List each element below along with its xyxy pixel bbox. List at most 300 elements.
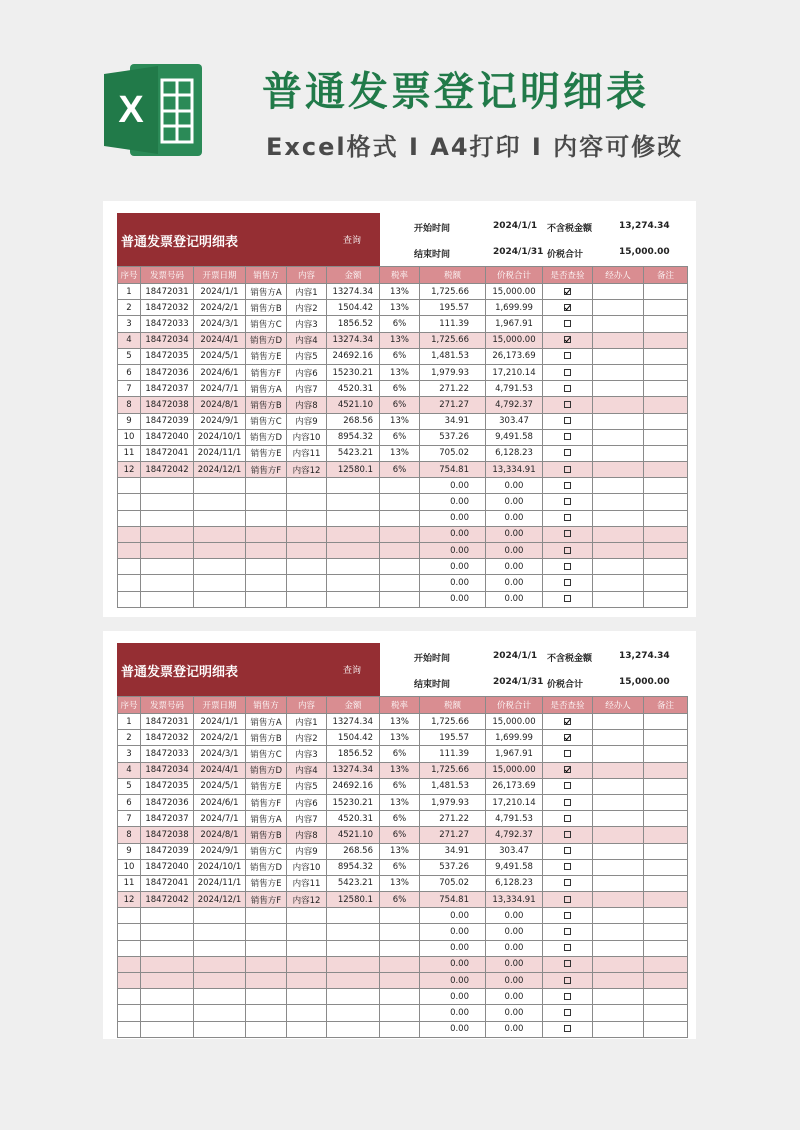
row-index-cell[interactable]: 8 xyxy=(118,397,141,413)
tax-rate-cell[interactable] xyxy=(380,575,420,591)
verified-checkbox[interactable] xyxy=(564,879,571,886)
amount-cell[interactable] xyxy=(327,494,380,510)
tax-amount-cell[interactable]: 1,725.66 xyxy=(420,714,486,730)
issue-date-cell[interactable]: 2024/11/1 xyxy=(194,875,246,891)
content-cell[interactable]: 内容8 xyxy=(287,397,327,413)
tax-rate-cell[interactable] xyxy=(380,559,420,575)
verified-checkbox[interactable] xyxy=(564,1009,571,1016)
content-cell[interactable]: 内容9 xyxy=(287,843,327,859)
issue-date-cell[interactable] xyxy=(194,924,246,940)
content-cell[interactable] xyxy=(287,1021,327,1037)
tax-amount-cell[interactable]: 0.00 xyxy=(420,908,486,924)
tax-rate-cell[interactable] xyxy=(380,989,420,1005)
content-cell[interactable]: 内容2 xyxy=(287,300,327,316)
row-index-cell[interactable]: 4 xyxy=(118,332,141,348)
tax-amount-cell[interactable]: 0.00 xyxy=(420,526,486,542)
issue-date-cell[interactable] xyxy=(194,526,246,542)
handler-cell[interactable] xyxy=(593,510,644,526)
amount-cell[interactable] xyxy=(327,543,380,559)
seller-cell[interactable]: 销售方A xyxy=(246,811,287,827)
issue-date-cell[interactable] xyxy=(194,543,246,559)
row-index-cell[interactable]: 1 xyxy=(118,714,141,730)
invoice-number-cell[interactable] xyxy=(141,543,194,559)
note-cell[interactable] xyxy=(644,413,688,429)
handler-cell[interactable] xyxy=(593,924,644,940)
note-cell[interactable] xyxy=(644,762,688,778)
issue-date-cell[interactable]: 2024/10/1 xyxy=(194,429,246,445)
content-cell[interactable]: 内容4 xyxy=(287,332,327,348)
handler-cell[interactable] xyxy=(593,300,644,316)
handler-cell[interactable] xyxy=(593,989,644,1005)
invoice-number-cell[interactable] xyxy=(141,1005,194,1021)
total-amount-cell[interactable]: 9,491.58 xyxy=(486,429,543,445)
invoice-number-cell[interactable]: 18472033 xyxy=(141,746,194,762)
tax-rate-cell[interactable] xyxy=(380,494,420,510)
tax-rate-cell[interactable]: 13% xyxy=(380,445,420,461)
verified-checkbox[interactable] xyxy=(564,352,571,359)
tax-rate-cell[interactable]: 6% xyxy=(380,348,420,364)
row-index-cell[interactable]: 2 xyxy=(118,300,141,316)
content-cell[interactable]: 内容1 xyxy=(287,284,327,300)
invoice-number-cell[interactable]: 18472037 xyxy=(141,381,194,397)
seller-cell[interactable] xyxy=(246,1005,287,1021)
row-index-cell[interactable]: 10 xyxy=(118,429,141,445)
handler-cell[interactable] xyxy=(593,892,644,908)
content-cell[interactable] xyxy=(287,989,327,1005)
seller-cell[interactable] xyxy=(246,1021,287,1037)
total-amount-cell[interactable]: 0.00 xyxy=(486,543,543,559)
amount-cell[interactable] xyxy=(327,575,380,591)
row-index-cell[interactable]: 3 xyxy=(118,746,141,762)
handler-cell[interactable] xyxy=(593,778,644,794)
row-index-cell[interactable]: 1 xyxy=(118,284,141,300)
row-index-cell[interactable]: 12 xyxy=(118,892,141,908)
note-cell[interactable] xyxy=(644,892,688,908)
amount-cell[interactable] xyxy=(327,940,380,956)
total-amount-cell[interactable]: 26,173.69 xyxy=(486,348,543,364)
row-index-cell[interactable] xyxy=(118,924,141,940)
amount-cell[interactable] xyxy=(327,559,380,575)
issue-date-cell[interactable]: 2024/7/1 xyxy=(194,811,246,827)
row-index-cell[interactable] xyxy=(118,908,141,924)
total-amount-cell[interactable]: 1,967.91 xyxy=(486,746,543,762)
invoice-number-cell[interactable] xyxy=(141,924,194,940)
note-cell[interactable] xyxy=(644,445,688,461)
invoice-number-cell[interactable]: 18472036 xyxy=(141,794,194,810)
issue-date-cell[interactable]: 2024/4/1 xyxy=(194,762,246,778)
handler-cell[interactable] xyxy=(593,940,644,956)
note-cell[interactable] xyxy=(644,381,688,397)
tax-rate-cell[interactable]: 13% xyxy=(380,794,420,810)
row-index-cell[interactable]: 11 xyxy=(118,875,141,891)
total-amount-cell[interactable]: 0.00 xyxy=(486,494,543,510)
issue-date-cell[interactable]: 2024/2/1 xyxy=(194,300,246,316)
invoice-number-cell[interactable] xyxy=(141,591,194,607)
handler-cell[interactable] xyxy=(593,429,644,445)
tax-rate-cell[interactable]: 6% xyxy=(380,892,420,908)
tax-rate-cell[interactable] xyxy=(380,908,420,924)
total-amount-cell[interactable]: 15,000.00 xyxy=(486,284,543,300)
amount-cell[interactable]: 13274.34 xyxy=(327,284,380,300)
total-amount-cell[interactable]: 13,334.91 xyxy=(486,462,543,478)
verified-checkbox[interactable] xyxy=(564,579,571,586)
seller-cell[interactable] xyxy=(246,478,287,494)
tax-amount-cell[interactable]: 271.22 xyxy=(420,381,486,397)
row-index-cell[interactable] xyxy=(118,575,141,591)
verified-checkbox[interactable] xyxy=(564,944,571,951)
issue-date-cell[interactable]: 2024/12/1 xyxy=(194,892,246,908)
tax-amount-cell[interactable]: 537.26 xyxy=(420,859,486,875)
query-button[interactable]: 查询 xyxy=(343,236,362,246)
note-cell[interactable] xyxy=(644,591,688,607)
row-index-cell[interactable]: 9 xyxy=(118,843,141,859)
verified-checkbox[interactable] xyxy=(564,482,571,489)
tax-amount-cell[interactable]: 1,979.93 xyxy=(420,364,486,380)
verified-checkbox[interactable] xyxy=(564,815,571,822)
tax-amount-cell[interactable]: 1,725.66 xyxy=(420,762,486,778)
verified-checkbox[interactable] xyxy=(564,831,571,838)
issue-date-cell[interactable]: 2024/4/1 xyxy=(194,332,246,348)
tax-rate-cell[interactable]: 6% xyxy=(380,462,420,478)
seller-cell[interactable]: 销售方D xyxy=(246,762,287,778)
tax-amount-cell[interactable]: 0.00 xyxy=(420,1005,486,1021)
total-amount-cell[interactable]: 0.00 xyxy=(486,510,543,526)
total-amount-cell[interactable]: 15,000.00 xyxy=(486,332,543,348)
invoice-number-cell[interactable]: 18472039 xyxy=(141,413,194,429)
content-cell[interactable]: 内容6 xyxy=(287,794,327,810)
issue-date-cell[interactable] xyxy=(194,559,246,575)
seller-cell[interactable]: 销售方B xyxy=(246,827,287,843)
amount-cell[interactable] xyxy=(327,591,380,607)
seller-cell[interactable]: 销售方A xyxy=(246,284,287,300)
amount-cell[interactable] xyxy=(327,1021,380,1037)
verified-checkbox[interactable] xyxy=(564,498,571,505)
tax-amount-cell[interactable]: 0.00 xyxy=(420,559,486,575)
row-index-cell[interactable]: 11 xyxy=(118,445,141,461)
verified-checkbox[interactable] xyxy=(564,514,571,521)
handler-cell[interactable] xyxy=(593,332,644,348)
total-amount-cell[interactable]: 4,792.37 xyxy=(486,397,543,413)
note-cell[interactable] xyxy=(644,940,688,956)
handler-cell[interactable] xyxy=(593,462,644,478)
tax-amount-cell[interactable]: 0.00 xyxy=(420,924,486,940)
note-cell[interactable] xyxy=(644,1005,688,1021)
tax-rate-cell[interactable]: 13% xyxy=(380,730,420,746)
note-cell[interactable] xyxy=(644,827,688,843)
total-amount-cell[interactable]: 0.00 xyxy=(486,526,543,542)
handler-cell[interactable] xyxy=(593,746,644,762)
amount-cell[interactable]: 1504.42 xyxy=(327,300,380,316)
issue-date-cell[interactable] xyxy=(194,973,246,989)
invoice-number-cell[interactable]: 18472035 xyxy=(141,348,194,364)
issue-date-cell[interactable]: 2024/7/1 xyxy=(194,381,246,397)
seller-cell[interactable] xyxy=(246,510,287,526)
total-amount-cell[interactable]: 0.00 xyxy=(486,559,543,575)
tax-amount-cell[interactable]: 0.00 xyxy=(420,1021,486,1037)
tax-rate-cell[interactable] xyxy=(380,591,420,607)
row-index-cell[interactable] xyxy=(118,989,141,1005)
note-cell[interactable] xyxy=(644,746,688,762)
row-index-cell[interactable]: 8 xyxy=(118,827,141,843)
content-cell[interactable]: 内容10 xyxy=(287,429,327,445)
issue-date-cell[interactable] xyxy=(194,1021,246,1037)
amount-cell[interactable]: 24692.16 xyxy=(327,778,380,794)
tax-amount-cell[interactable]: 34.91 xyxy=(420,413,486,429)
invoice-number-cell[interactable]: 18472034 xyxy=(141,332,194,348)
seller-cell[interactable] xyxy=(246,956,287,972)
handler-cell[interactable] xyxy=(593,811,644,827)
note-cell[interactable] xyxy=(644,478,688,494)
note-cell[interactable] xyxy=(644,526,688,542)
handler-cell[interactable] xyxy=(593,973,644,989)
row-index-cell[interactable]: 3 xyxy=(118,316,141,332)
handler-cell[interactable] xyxy=(593,284,644,300)
content-cell[interactable]: 内容4 xyxy=(287,762,327,778)
amount-cell[interactable] xyxy=(327,989,380,1005)
tax-amount-cell[interactable]: 1,979.93 xyxy=(420,794,486,810)
handler-cell[interactable] xyxy=(593,478,644,494)
verified-checkbox[interactable] xyxy=(564,782,571,789)
amount-cell[interactable]: 1504.42 xyxy=(327,730,380,746)
total-amount-cell[interactable]: 0.00 xyxy=(486,989,543,1005)
note-cell[interactable] xyxy=(644,543,688,559)
note-cell[interactable] xyxy=(644,300,688,316)
verified-checkbox[interactable] xyxy=(564,466,571,473)
content-cell[interactable] xyxy=(287,510,327,526)
handler-cell[interactable] xyxy=(593,413,644,429)
verified-checkbox[interactable] xyxy=(564,734,571,741)
end-date-value[interactable]: 2024/1/31 xyxy=(493,247,544,257)
issue-date-cell[interactable]: 2024/2/1 xyxy=(194,730,246,746)
amount-cell[interactable] xyxy=(327,956,380,972)
verified-checkbox[interactable] xyxy=(564,304,571,311)
seller-cell[interactable]: 销售方B xyxy=(246,397,287,413)
invoice-number-cell[interactable]: 18472032 xyxy=(141,300,194,316)
row-index-cell[interactable]: 4 xyxy=(118,762,141,778)
issue-date-cell[interactable]: 2024/10/1 xyxy=(194,859,246,875)
content-cell[interactable] xyxy=(287,559,327,575)
issue-date-cell[interactable]: 2024/8/1 xyxy=(194,827,246,843)
tax-amount-cell[interactable]: 111.39 xyxy=(420,316,486,332)
tax-rate-cell[interactable] xyxy=(380,973,420,989)
verified-checkbox[interactable] xyxy=(564,401,571,408)
row-index-cell[interactable]: 10 xyxy=(118,859,141,875)
total-amount-cell[interactable]: 26,173.69 xyxy=(486,778,543,794)
content-cell[interactable]: 内容11 xyxy=(287,445,327,461)
seller-cell[interactable]: 销售方D xyxy=(246,429,287,445)
amount-cell[interactable]: 1856.52 xyxy=(327,746,380,762)
seller-cell[interactable]: 销售方F xyxy=(246,462,287,478)
invoice-number-cell[interactable]: 18472041 xyxy=(141,875,194,891)
tax-amount-cell[interactable]: 705.02 xyxy=(420,875,486,891)
total-amount-cell[interactable]: 0.00 xyxy=(486,575,543,591)
tax-amount-cell[interactable]: 195.57 xyxy=(420,300,486,316)
issue-date-cell[interactable]: 2024/6/1 xyxy=(194,364,246,380)
handler-cell[interactable] xyxy=(593,1005,644,1021)
end-date-value[interactable]: 2024/1/31 xyxy=(493,677,544,687)
amount-cell[interactable]: 5423.21 xyxy=(327,875,380,891)
tax-rate-cell[interactable]: 6% xyxy=(380,381,420,397)
handler-cell[interactable] xyxy=(593,827,644,843)
tax-amount-cell[interactable]: 0.00 xyxy=(420,956,486,972)
invoice-number-cell[interactable] xyxy=(141,559,194,575)
invoice-number-cell[interactable] xyxy=(141,956,194,972)
verified-checkbox[interactable] xyxy=(564,1025,571,1032)
seller-cell[interactable]: 销售方C xyxy=(246,413,287,429)
handler-cell[interactable] xyxy=(593,714,644,730)
content-cell[interactable] xyxy=(287,543,327,559)
amount-cell[interactable]: 8954.32 xyxy=(327,859,380,875)
tax-rate-cell[interactable]: 6% xyxy=(380,316,420,332)
note-cell[interactable] xyxy=(644,1021,688,1037)
content-cell[interactable]: 内容12 xyxy=(287,462,327,478)
tax-rate-cell[interactable] xyxy=(380,940,420,956)
query-button[interactable]: 查询 xyxy=(343,666,362,676)
tax-rate-cell[interactable]: 13% xyxy=(380,875,420,891)
note-cell[interactable] xyxy=(644,794,688,810)
row-index-cell[interactable] xyxy=(118,973,141,989)
note-cell[interactable] xyxy=(644,989,688,1005)
seller-cell[interactable] xyxy=(246,908,287,924)
amount-cell[interactable]: 15230.21 xyxy=(327,364,380,380)
row-index-cell[interactable]: 5 xyxy=(118,348,141,364)
total-amount-cell[interactable]: 4,792.37 xyxy=(486,827,543,843)
total-amount-cell[interactable]: 9,491.58 xyxy=(486,859,543,875)
handler-cell[interactable] xyxy=(593,559,644,575)
seller-cell[interactable]: 销售方E xyxy=(246,875,287,891)
seller-cell[interactable]: 销售方C xyxy=(246,316,287,332)
row-index-cell[interactable] xyxy=(118,543,141,559)
handler-cell[interactable] xyxy=(593,348,644,364)
total-amount-cell[interactable]: 0.00 xyxy=(486,908,543,924)
verified-checkbox[interactable] xyxy=(564,433,571,440)
total-amount-cell[interactable]: 0.00 xyxy=(486,956,543,972)
content-cell[interactable]: 内容11 xyxy=(287,875,327,891)
issue-date-cell[interactable]: 2024/3/1 xyxy=(194,316,246,332)
tax-rate-cell[interactable]: 13% xyxy=(380,284,420,300)
handler-cell[interactable] xyxy=(593,875,644,891)
total-amount-cell[interactable]: 1,699.99 xyxy=(486,730,543,746)
amount-cell[interactable]: 5423.21 xyxy=(327,445,380,461)
tax-amount-cell[interactable]: 0.00 xyxy=(420,940,486,956)
content-cell[interactable]: 内容3 xyxy=(287,746,327,762)
content-cell[interactable]: 内容5 xyxy=(287,778,327,794)
note-cell[interactable] xyxy=(644,462,688,478)
invoice-number-cell[interactable]: 18472031 xyxy=(141,284,194,300)
invoice-number-cell[interactable]: 18472040 xyxy=(141,429,194,445)
handler-cell[interactable] xyxy=(593,445,644,461)
tax-amount-cell[interactable]: 271.27 xyxy=(420,397,486,413)
tax-amount-cell[interactable]: 0.00 xyxy=(420,591,486,607)
note-cell[interactable] xyxy=(644,332,688,348)
handler-cell[interactable] xyxy=(593,397,644,413)
row-index-cell[interactable] xyxy=(118,591,141,607)
seller-cell[interactable] xyxy=(246,973,287,989)
seller-cell[interactable]: 销售方D xyxy=(246,859,287,875)
note-cell[interactable] xyxy=(644,859,688,875)
seller-cell[interactable] xyxy=(246,989,287,1005)
invoice-number-cell[interactable] xyxy=(141,494,194,510)
content-cell[interactable] xyxy=(287,956,327,972)
total-amount-cell[interactable]: 6,128.23 xyxy=(486,875,543,891)
tax-amount-cell[interactable]: 0.00 xyxy=(420,973,486,989)
row-index-cell[interactable]: 6 xyxy=(118,794,141,810)
verified-checkbox[interactable] xyxy=(564,799,571,806)
amount-cell[interactable] xyxy=(327,973,380,989)
issue-date-cell[interactable]: 2024/1/1 xyxy=(194,714,246,730)
tax-rate-cell[interactable]: 6% xyxy=(380,811,420,827)
verified-checkbox[interactable] xyxy=(564,993,571,1000)
note-cell[interactable] xyxy=(644,348,688,364)
amount-cell[interactable]: 4520.31 xyxy=(327,811,380,827)
tax-amount-cell[interactable]: 705.02 xyxy=(420,445,486,461)
verified-checkbox[interactable] xyxy=(564,563,571,570)
issue-date-cell[interactable] xyxy=(194,575,246,591)
invoice-number-cell[interactable] xyxy=(141,908,194,924)
tax-rate-cell[interactable]: 6% xyxy=(380,827,420,843)
content-cell[interactable] xyxy=(287,973,327,989)
amount-cell[interactable]: 268.56 xyxy=(327,843,380,859)
handler-cell[interactable] xyxy=(593,591,644,607)
total-amount-cell[interactable]: 13,334.91 xyxy=(486,892,543,908)
handler-cell[interactable] xyxy=(593,494,644,510)
invoice-number-cell[interactable] xyxy=(141,973,194,989)
issue-date-cell[interactable]: 2024/11/1 xyxy=(194,445,246,461)
total-amount-cell[interactable]: 15,000.00 xyxy=(486,762,543,778)
verified-checkbox[interactable] xyxy=(564,385,571,392)
amount-cell[interactable]: 8954.32 xyxy=(327,429,380,445)
verified-checkbox[interactable] xyxy=(564,718,571,725)
total-amount-cell[interactable]: 17,210.14 xyxy=(486,364,543,380)
amount-cell[interactable] xyxy=(327,510,380,526)
tax-amount-cell[interactable]: 1,481.53 xyxy=(420,348,486,364)
note-cell[interactable] xyxy=(644,284,688,300)
content-cell[interactable]: 内容1 xyxy=(287,714,327,730)
issue-date-cell[interactable] xyxy=(194,940,246,956)
verified-checkbox[interactable] xyxy=(564,847,571,854)
issue-date-cell[interactable]: 2024/5/1 xyxy=(194,778,246,794)
tax-rate-cell[interactable]: 6% xyxy=(380,859,420,875)
seller-cell[interactable] xyxy=(246,924,287,940)
seller-cell[interactable]: 销售方F xyxy=(246,364,287,380)
amount-cell[interactable]: 1856.52 xyxy=(327,316,380,332)
content-cell[interactable] xyxy=(287,575,327,591)
seller-cell[interactable] xyxy=(246,940,287,956)
amount-cell[interactable]: 268.56 xyxy=(327,413,380,429)
tax-rate-cell[interactable] xyxy=(380,478,420,494)
handler-cell[interactable] xyxy=(593,859,644,875)
tax-rate-cell[interactable] xyxy=(380,510,420,526)
tax-rate-cell[interactable]: 6% xyxy=(380,397,420,413)
issue-date-cell[interactable] xyxy=(194,956,246,972)
start-date-value[interactable]: 2024/1/1 xyxy=(493,651,538,661)
issue-date-cell[interactable] xyxy=(194,1005,246,1021)
invoice-number-cell[interactable] xyxy=(141,940,194,956)
issue-date-cell[interactable]: 2024/9/1 xyxy=(194,413,246,429)
total-amount-cell[interactable]: 303.47 xyxy=(486,413,543,429)
row-index-cell[interactable] xyxy=(118,510,141,526)
total-amount-cell[interactable]: 6,128.23 xyxy=(486,445,543,461)
invoice-number-cell[interactable]: 18472034 xyxy=(141,762,194,778)
amount-cell[interactable] xyxy=(327,924,380,940)
row-index-cell[interactable] xyxy=(118,478,141,494)
issue-date-cell[interactable] xyxy=(194,908,246,924)
tax-amount-cell[interactable]: 0.00 xyxy=(420,575,486,591)
tax-amount-cell[interactable]: 0.00 xyxy=(420,989,486,1005)
content-cell[interactable]: 内容7 xyxy=(287,811,327,827)
content-cell[interactable]: 内容3 xyxy=(287,316,327,332)
note-cell[interactable] xyxy=(644,973,688,989)
